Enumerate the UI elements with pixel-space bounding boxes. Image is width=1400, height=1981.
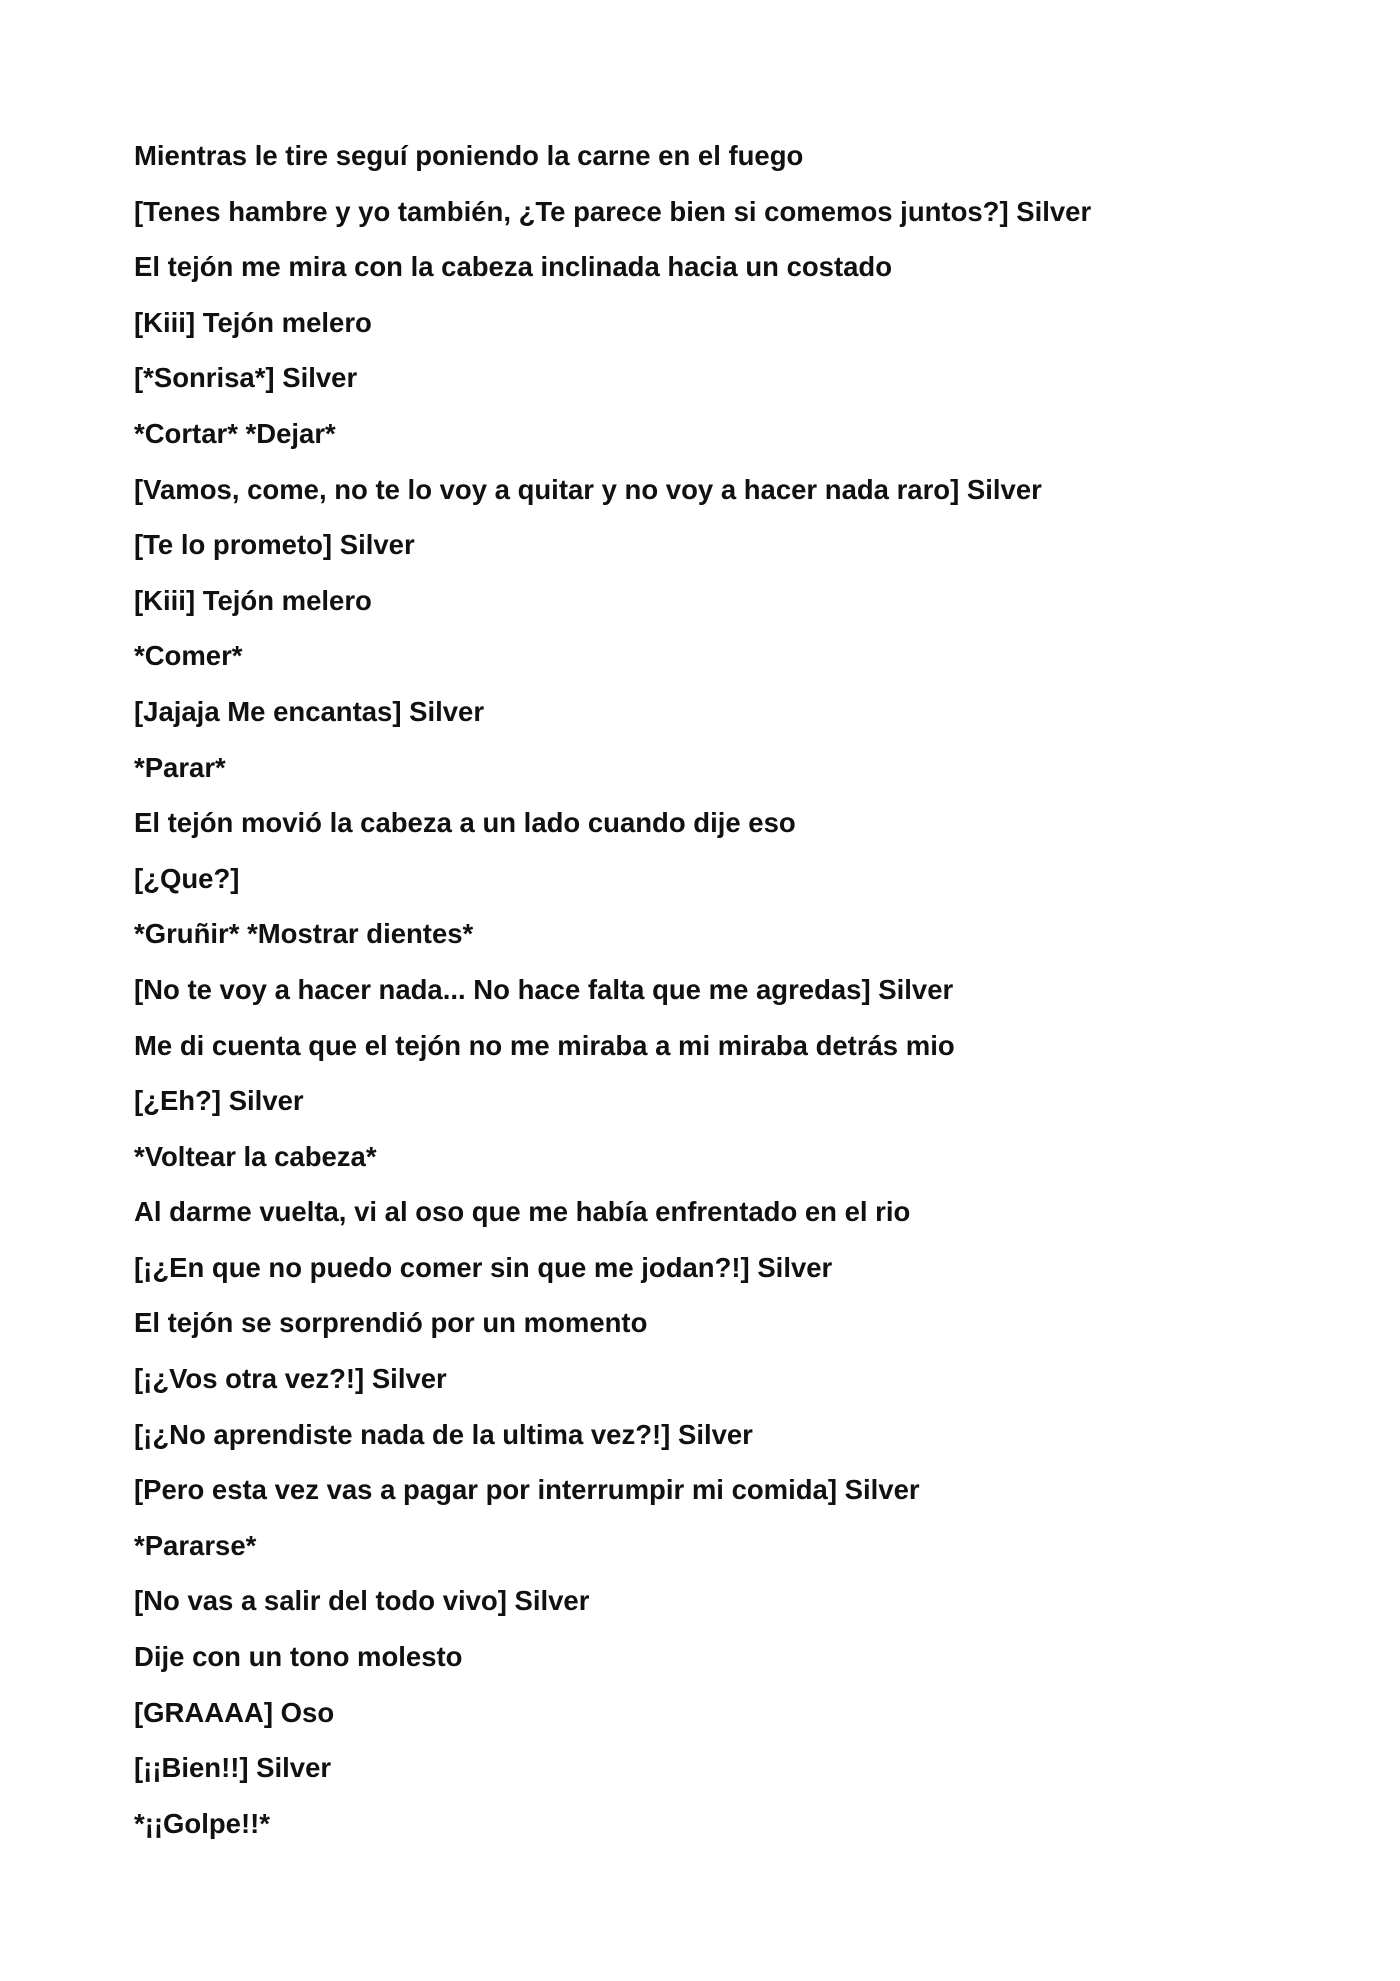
text-line: Dije con un tono molesto — [134, 1641, 463, 1673]
text-line: [*Sonrisa*] Silver — [134, 362, 358, 394]
text-line: [Tenes hambre y yo también, ¿Te parece bien si comemos juntos?] Silver — [134, 195, 1092, 227]
text-line: [No te voy a hacer nada... No hace falta que me agredas] Silver — [134, 973, 954, 1005]
text-line: Me di cuenta que el tejón no me miraba a mi miraba detrás mio — [134, 1029, 955, 1061]
text-line: *¡¡Golpe!!* — [134, 1807, 270, 1839]
text-line: [¿Eh?] Silver — [134, 1085, 304, 1117]
text-line: [Kiii] Tejón melero — [134, 306, 372, 338]
text-line: [¿Que?] — [134, 862, 240, 894]
text-line: [Te lo prometo] Silver — [134, 529, 415, 561]
text-line: [¡¿Vos otra vez?!] Silver — [134, 1363, 447, 1395]
text-line: [Pero esta vez vas a pagar por interrumpir mi comida] Silver — [134, 1474, 920, 1506]
text-line: El tejón movió la cabeza a un lado cuando dije eso — [134, 807, 796, 839]
text-line: *Pararse* — [134, 1529, 257, 1561]
text-line: El tejón me mira con la cabeza inclinada hacia un costado — [134, 251, 893, 283]
text-line: [GRAAAA] Oso — [134, 1696, 335, 1728]
text-line: Al darme vuelta, vi al oso que me había enfrentado en el rio — [134, 1196, 911, 1228]
text-line: Mientras le tire seguí poniendo la carne en el fuego — [134, 140, 804, 171]
text-line: [No vas a salir del todo vivo] Silver — [134, 1585, 590, 1617]
document-text-body — [134, 128, 1314, 1851]
text-line: El tejón se sorprendió por un momento — [134, 1307, 648, 1339]
text-line: *Parar* — [134, 751, 226, 783]
text-line: [¡¡Bien!!] Silver — [134, 1752, 332, 1784]
text-line: [Vamos, come, no te lo voy a quitar y no voy a hacer nada raro] Silver — [134, 473, 1042, 505]
text-line: [¡¿En que no puedo comer sin que me jodan?!] Silver — [134, 1251, 833, 1283]
text-line: [¡¿No aprendiste nada de la ultima vez?!] Silver — [134, 1418, 753, 1450]
text-line: *Comer* — [134, 640, 243, 672]
text-line: *Cortar* *Dejar* — [134, 417, 336, 449]
text-line: *Gruñir* *Mostrar dientes* — [134, 918, 474, 950]
text-line: [Jajaja Me encantas] Silver — [134, 695, 485, 727]
text-line: [Kiii] Tejón melero — [134, 584, 372, 616]
text-line: *Voltear la cabeza* — [134, 1140, 377, 1172]
